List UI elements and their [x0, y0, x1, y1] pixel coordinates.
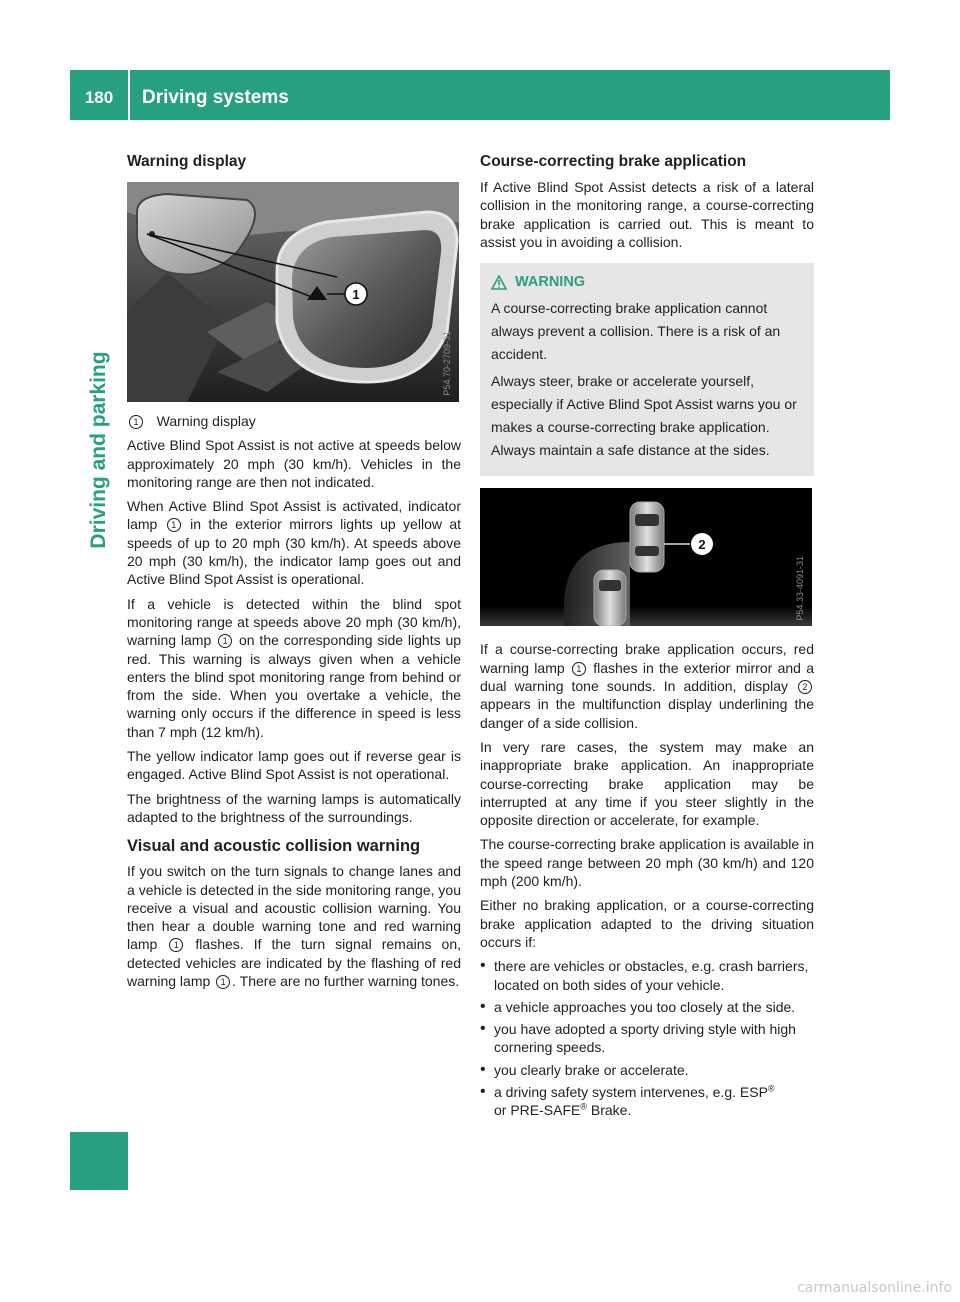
text-run: in the exterior mirrors lights up yellow at speeds of up to 20 mph (30 km/h). At speeds above 20 mph (30 km/h), the indicator lamp goes out and Active Blind Spot Assist is operational. — [127, 516, 461, 588]
text-run: Brake. — [587, 1102, 632, 1119]
heading-course-correcting: Course-correcting brake application — [480, 153, 747, 170]
figure1-caption — [127, 412, 461, 430]
registered-mark: ® — [580, 1101, 587, 1112]
blind-spot-illustration — [480, 488, 812, 626]
condition-list — [480, 957, 814, 1119]
list-item: • you have adopted a sporty driving style with high cornering speeds. — [480, 1020, 814, 1057]
figure1-callout: 1 — [352, 287, 360, 302]
blind-spot-figure — [480, 488, 812, 626]
text-run: or PRE-SAFE — [494, 1102, 581, 1119]
callout-1-icon: 1 — [129, 415, 143, 429]
car-own-icon — [630, 502, 664, 572]
callout-1-icon: 1 — [169, 938, 183, 952]
warning-triangle-icon — [491, 275, 507, 290]
figure1-code: P54.70-2709-31 — [441, 331, 452, 396]
paragraph: In very rare cases, the system may make an inappropriate brake application. An inappropriate course-correcting brake application may be interrupted at any time if you steer slightly in the opposite direction or accelerate, for example. — [480, 738, 814, 829]
text-run: a driving safety system intervenes, e.g. ESP — [494, 1084, 768, 1101]
caption-text: Warning display — [156, 413, 256, 429]
text-run: If a course-correcting brake application occurs, red warning lamp — [480, 641, 814, 676]
page-number: 180 — [84, 88, 114, 107]
heading-visual-acoustic: Visual and acoustic collision warning — [127, 837, 421, 856]
paragraph — [127, 595, 461, 741]
side-tab-label: Driving and parking — [87, 351, 110, 549]
paragraph: The course-correcting brake application is available in the speed range between 20 mph (30 km/h) and 120 mph (200 km/h). — [480, 836, 814, 890]
car-adjacent-icon — [594, 570, 626, 626]
warning-box — [480, 263, 814, 476]
footer-watermark-url[interactable]: carmanualsonline.info — [797, 1280, 952, 1296]
paragraph: The yellow indicator lamp goes out if reverse gear is engaged. Active Blind Spot Assist is not operational. — [127, 748, 461, 783]
list-item: • a vehicle approaches you too closely at the side. — [480, 998, 814, 1016]
heading-warning-display: Warning display — [127, 153, 247, 170]
chapter-title: Driving systems — [142, 87, 289, 108]
text-run: flashes in the exterior mirror and a dual warning tone sounds. In addition, display — [480, 659, 814, 695]
callout-1-icon: 1 — [572, 662, 586, 676]
registered-mark: ® — [767, 1083, 775, 1094]
text-run: appears in the multifunction display underlining the danger of a side collision. — [480, 696, 814, 731]
callout-1-icon: 1 — [167, 518, 181, 532]
mirror-illustration — [127, 182, 459, 402]
list-item — [480, 1083, 814, 1120]
mirror-figure — [127, 182, 459, 402]
side-tab-marker — [70, 1132, 128, 1190]
list-item: • you clearly brake or accelerate. — [480, 1061, 814, 1079]
text-run: If a vehicle is detected within the blind spot monitoring range at speeds above 20 mph (30 km/h), warning lamp — [127, 595, 461, 649]
text-run: on the corresponding side lights up red. This warning is always given when a vehicle enters the blind spot monitoring range from behind or from the side. When you overtake a vehicle, the warning only occurs if the difference in speed is less than 7 mph (12 km/h). — [127, 632, 462, 740]
paragraph: Active Blind Spot Assist is not active at speeds below approximately 20 mph (30 km/h). Vehicles in the monitoring range are then not indicated. — [127, 437, 461, 490]
paragraph: The brightness of the warning lamps is automatically adapted to the brightness of the surroundings. — [127, 790, 461, 825]
warning-paragraph: A course-correcting brake application cannot always prevent a collision. There is a risk of an accident. — [491, 300, 781, 363]
callout-2-icon: 2 — [798, 680, 812, 694]
text-run: If you switch on the turn signals to change lanes and a vehicle is detected in the side monitoring range, you receive a visual and acoustic collision warning. You then hear a double warning tone and red warning lamp — [127, 863, 461, 953]
figure2-code: P54.33-4091-31 — [794, 555, 805, 621]
text-run: flashes. If the turn signal remains on, detected vehicles are indicated by the flashing of red warning lamp — [127, 936, 462, 990]
text-run: When Active Blind Spot Assist is activated, indicator lamp — [127, 498, 461, 533]
warning-header — [491, 273, 803, 291]
header-divider — [128, 70, 130, 120]
figure2-callout: 2 — [698, 537, 706, 553]
callout-1-icon: 1 — [216, 975, 230, 989]
paragraph — [127, 862, 461, 990]
text-run: . There are no further warning tones. — [232, 973, 460, 990]
right-column — [480, 152, 814, 1124]
left-column — [127, 152, 461, 996]
paragraph: If Active Blind Spot Assist detects a risk of a lateral collision in the monitoring range, a course-correcting brake application is carried out. This is meant to assist you in avoiding a collision. — [480, 179, 814, 250]
paragraph: Either no braking application, or a course-correcting brake application adapted to the driving situation occurs if: — [480, 897, 814, 950]
warning-label: WARNING — [515, 274, 586, 291]
warning-paragraph: Always steer, brake or accelerate yourself, especially if Active Blind Spot Assist warns you or makes a course-correcting brake application. Always maintain a safe distance at the sides. — [491, 373, 797, 459]
list-item: • there are vehicles or obstacles, e.g. crash barriers, located on both sides of your vehicle. — [480, 957, 814, 994]
paragraph — [127, 497, 461, 588]
paragraph — [480, 640, 814, 731]
callout-1-icon: 1 — [218, 634, 232, 648]
